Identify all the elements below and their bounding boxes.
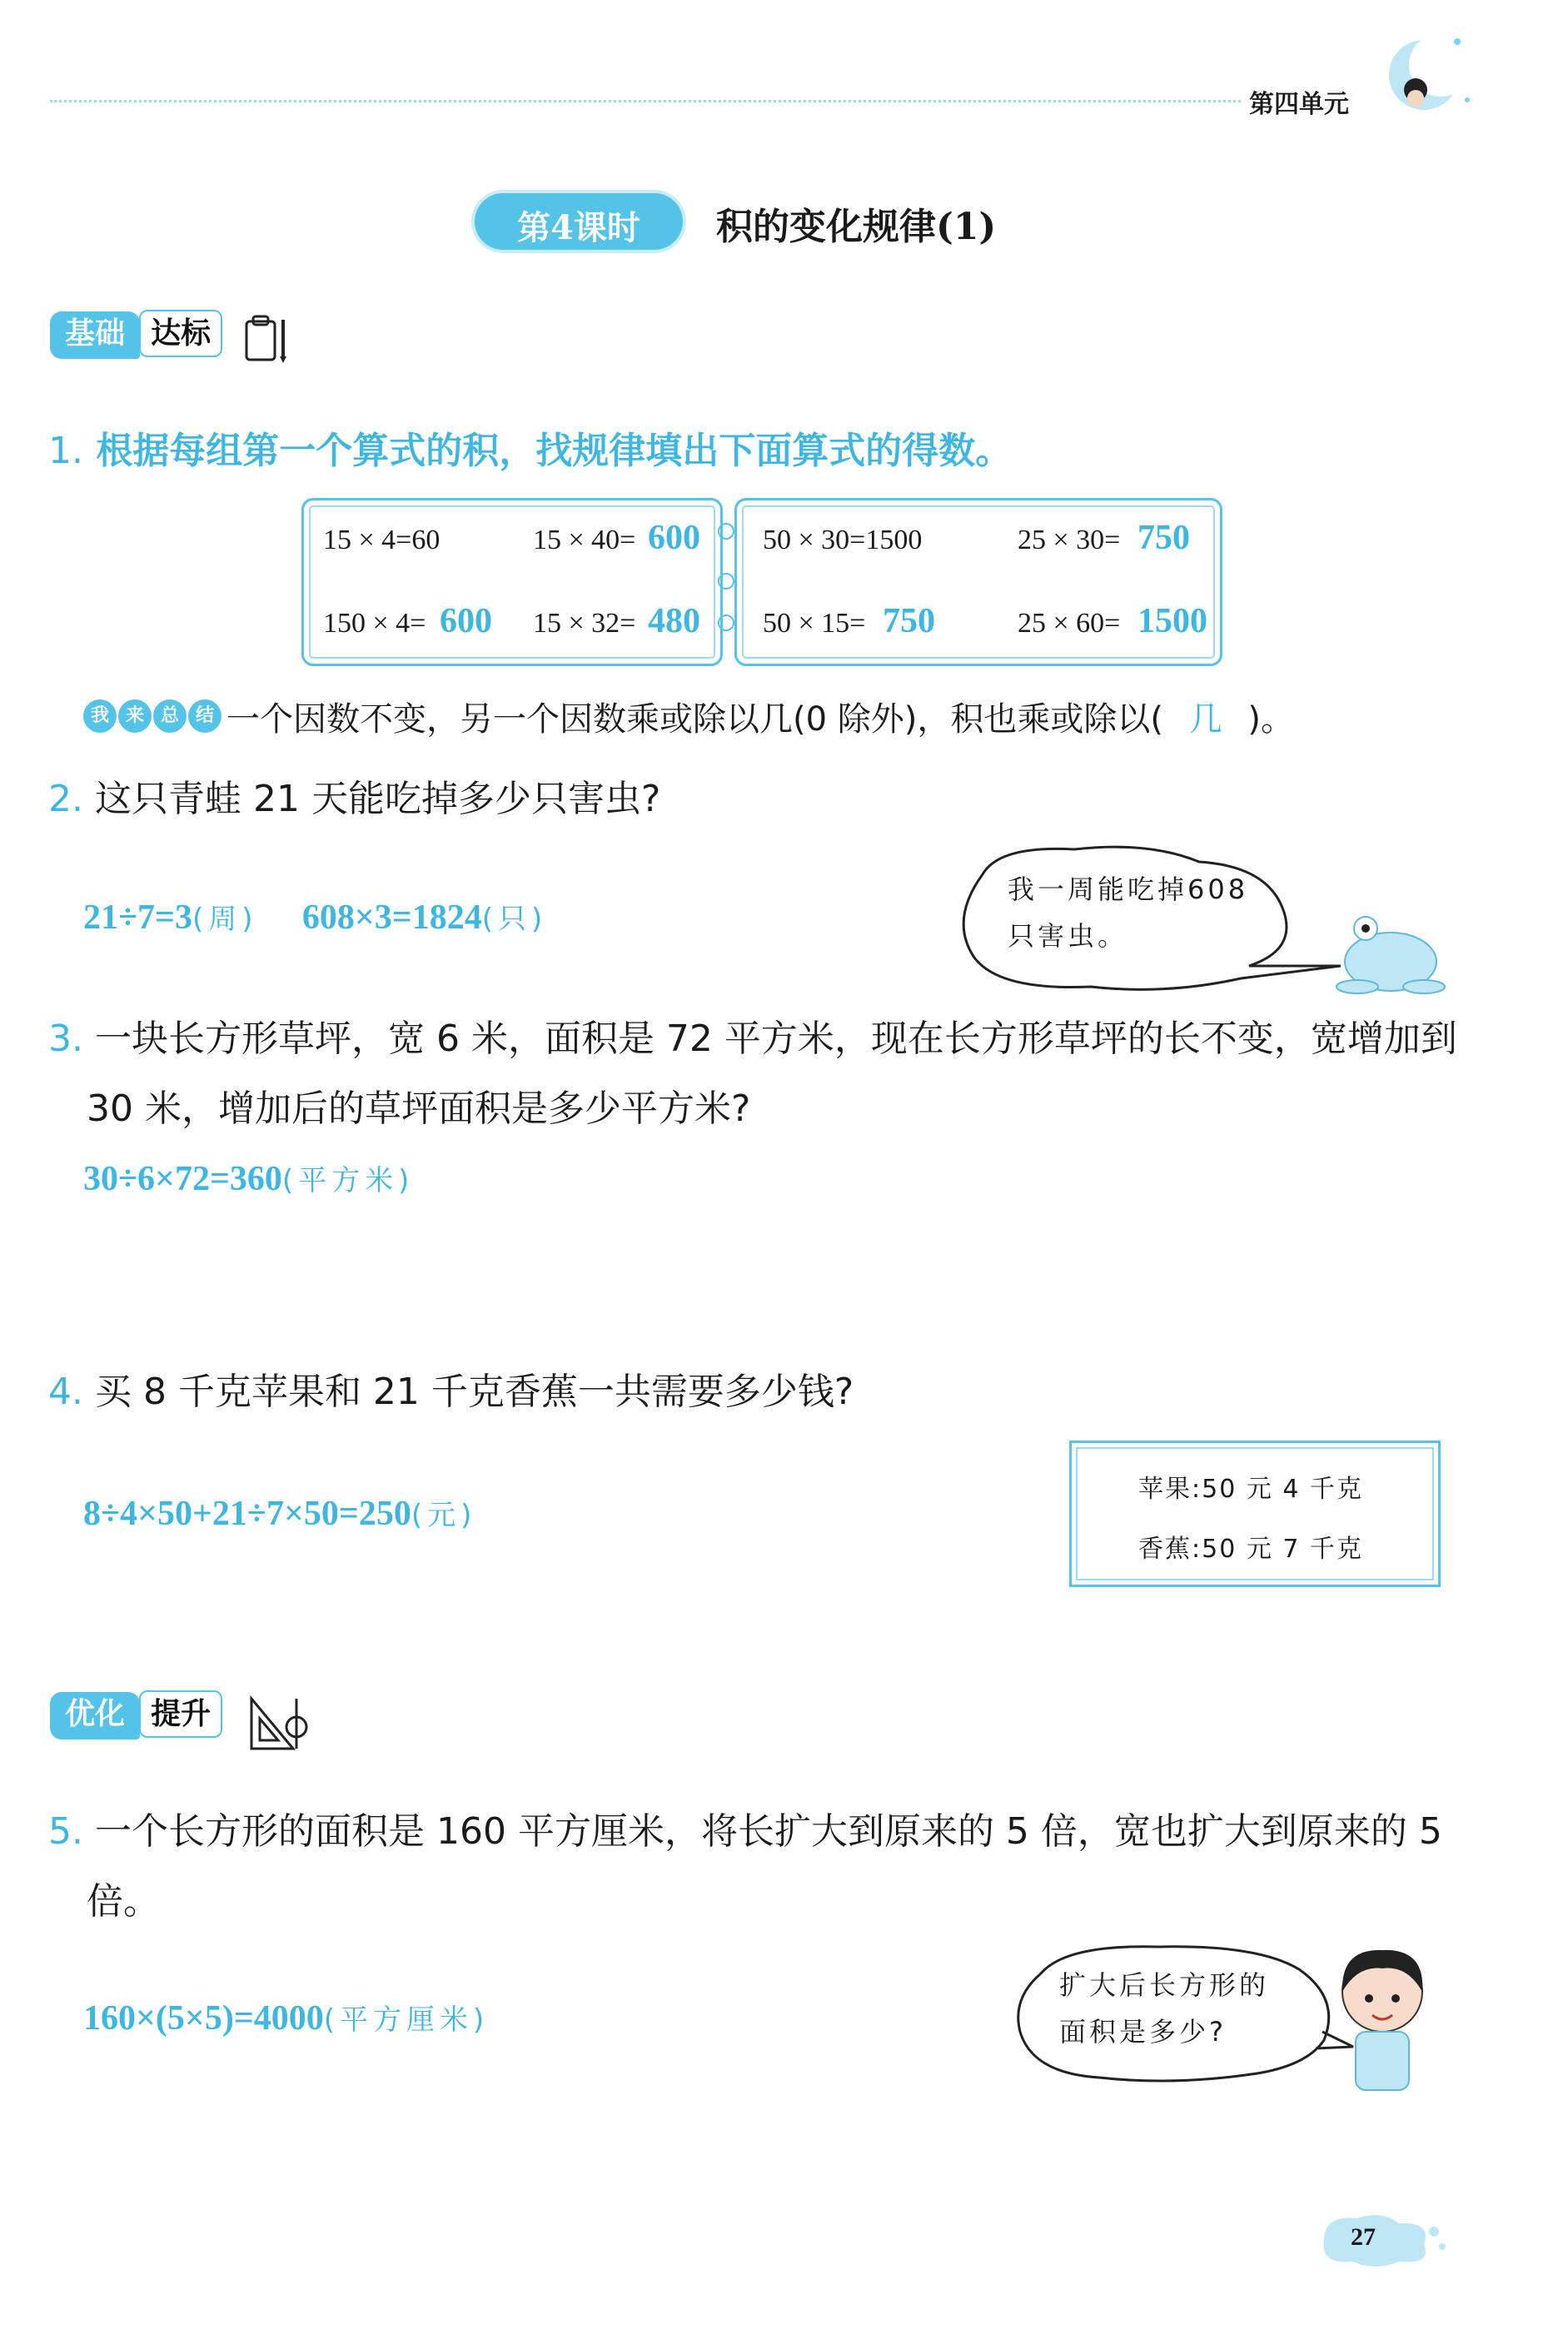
box-ring-1 (718, 523, 734, 540)
q1-prompt (48, 416, 1012, 486)
q1-right-r1-c2: 25 × 30= (1018, 525, 1121, 555)
section-tab-sub: 达标 (139, 310, 222, 357)
lesson-badge-label: 第4课时 (517, 208, 640, 247)
q5-text-line1: 一个长方形的面积是 160 平方厘米，将长扩大到原来的 5 倍，宽也扩大到原来的 5 (94, 1810, 1442, 1853)
q4-prompt (48, 1357, 854, 1427)
q1-left-r2-answer1: 600 (440, 602, 492, 640)
q4-answer-expr: 8÷4×50+21÷7×50=250 (83, 1495, 411, 1533)
q4-text: 买 8 千克苹果和 21 千克香蕉一共需要多少钱? (94, 1371, 854, 1413)
q2-answer (83, 896, 547, 938)
lesson-title: 积的变化规律(1) (716, 206, 997, 248)
q2-prompt (48, 764, 660, 834)
q2-text: 这只青蛙 21 天能吃掉多少只害虫? (94, 778, 661, 820)
q4-number: 4. (48, 1371, 83, 1413)
q3-text-line1: 一块长方形草坪，宽 6 米，面积是 72 平方米，现在长方形草坪的长不变，宽增加到 (94, 1018, 1457, 1060)
q1-right-r2-answer2: 1500 (1137, 602, 1207, 640)
q5-number: 5. (48, 1810, 83, 1853)
q1-left-r1-c1: 15 × 4=60 (323, 525, 441, 555)
q5-prompt (48, 1797, 1442, 1937)
unit-label: 第四单元 (1249, 90, 1349, 119)
q1-text: 根据每组第一个算式的积，找规律填出下面算式的得数。 (96, 430, 1013, 472)
frog-bubble-line2: 只害虫。 (1008, 920, 1128, 952)
section-tab-main: 基础 (50, 311, 140, 359)
q2-answer2: 608×3=1824 (301, 898, 482, 937)
q5-answer (83, 1997, 489, 2038)
q1-right-r2-answer1: 750 (883, 602, 935, 640)
q4-price-line2: 香蕉:50 元 7 千克 (1138, 1535, 1363, 1564)
header-rule (50, 100, 1241, 102)
q1-left-r1-c2: 15 × 40= (533, 525, 636, 555)
summary-text: 一个因数不变，另一个因数乘或除以几(0 除外)，积也乘或除以( (226, 700, 1163, 739)
summary-end: )。 (1247, 700, 1295, 739)
section-tab-advanced (50, 1690, 222, 1733)
section-tab-sub: 提升 (139, 1690, 222, 1738)
section-tab-basic (50, 310, 222, 352)
boy-bubble-line1: 扩大后长方形的 (1059, 1969, 1270, 2001)
lesson-badge (475, 193, 683, 250)
frog-bubble-line1: 我一周能吃掉608 (1008, 873, 1249, 905)
summary-line (226, 684, 1294, 754)
q5-answer-expr: 160×(5×5)=4000 (83, 1999, 324, 2038)
page-number-splash-icon (1307, 2207, 1449, 2273)
q5-text-line2: 倍。 (87, 1880, 160, 1923)
q1-number: 1. (48, 430, 83, 472)
summary-badge-char: 来 (118, 699, 152, 733)
summary-badge-char: 我 (83, 699, 117, 733)
q1-right-r2-c1: 50 × 15= (763, 608, 866, 639)
clipboard-icon (240, 310, 298, 368)
box-ring-3 (718, 615, 734, 631)
frog-bubble-text (1008, 866, 1248, 959)
q3-answer-unit: (平方米) (281, 1164, 415, 1197)
ruler-set-icon (246, 1690, 313, 1754)
q1-left-r1-answer: 600 (648, 519, 700, 557)
q1-left-r2-answer2: 480 (648, 602, 700, 640)
summary-badge-char: 结 (188, 699, 222, 733)
q3-number: 3. (48, 1018, 83, 1060)
summary-badge (83, 699, 222, 733)
summary-badge-char: 总 (153, 699, 187, 733)
q3-answer-expr: 30÷6×72=360 (83, 1160, 282, 1198)
q4-answer (83, 1492, 476, 1534)
q3-text-line2: 30 米，增加后的草坪面积是多少平方米? (87, 1087, 751, 1130)
q1-right-r2-c2: 25 × 60= (1018, 608, 1121, 639)
page-number: 27 (1351, 2223, 1376, 2251)
summary-answer: 几 (1188, 700, 1222, 739)
q1-left-r2-c2: 15 × 32= (533, 608, 636, 639)
q1-right-r1-c1: 50 × 30=1500 (763, 525, 923, 555)
q4-price-line1: 苹果:50 元 4 千克 (1138, 1475, 1363, 1504)
q2-answer1-unit: (周) (192, 903, 258, 936)
q5-answer-unit: (平方厘米) (323, 2003, 490, 2037)
boy-bubble-text (1059, 1962, 1269, 2055)
q3-answer (83, 1157, 414, 1199)
box-ring-2 (718, 573, 734, 590)
frog-icon (1332, 899, 1449, 999)
q4-price-box (1069, 1441, 1441, 1587)
q1-right-r1-answer: 750 (1137, 519, 1190, 557)
q2-answer1: 21÷7=3 (83, 898, 192, 937)
moon-decoration-icon (1374, 25, 1482, 125)
q4-answer-unit: (元) (411, 1499, 477, 1532)
q3-prompt (48, 1004, 1457, 1144)
q2-answer2-unit: (只) (481, 903, 548, 936)
section-tab-main: 优化 (50, 1692, 140, 1739)
q1-left-r2-c1: 150 × 4= (323, 608, 426, 639)
boy-icon (1332, 1940, 1432, 2098)
boy-bubble-line2: 面积是多少? (1059, 2016, 1227, 2048)
q2-number: 2. (48, 778, 83, 820)
